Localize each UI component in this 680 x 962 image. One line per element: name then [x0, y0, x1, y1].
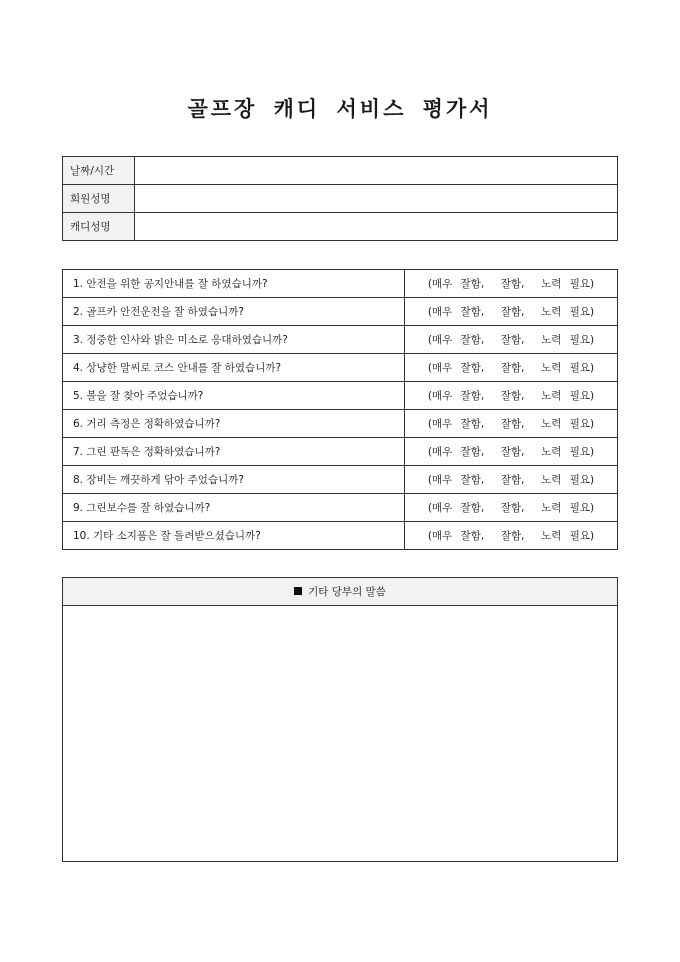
member-name-field[interactable] [135, 185, 618, 213]
datetime-field[interactable] [135, 157, 618, 185]
rating-options[interactable]: (매우 잘함, 잘함, 노력 필요) [405, 466, 618, 494]
question-row [63, 438, 618, 466]
caddie-name-field[interactable] [135, 213, 618, 241]
info-row-member-name [63, 185, 618, 213]
rating-options[interactable]: (매우 잘함, 잘함, 노력 필요) [405, 494, 618, 522]
rating-options[interactable]: (매우 잘함, 잘함, 노력 필요) [405, 382, 618, 410]
rating-options[interactable]: (매우 잘함, 잘함, 노력 필요) [405, 410, 618, 438]
question-row [63, 382, 618, 410]
question-row [63, 522, 618, 550]
question-text: 10. 기타 소지품은 잘 돌려받으셨습니까? [63, 522, 405, 550]
question-row [63, 410, 618, 438]
question-row [63, 270, 618, 298]
comments-header-label: 기타 당부의 말씀 [308, 586, 386, 598]
info-table [62, 156, 618, 241]
question-text: 3. 정중한 인사와 밝은 미소로 응대하였습니까? [63, 326, 405, 354]
question-row [63, 298, 618, 326]
comments-section [62, 577, 618, 862]
comments-header [63, 578, 618, 606]
question-row [63, 326, 618, 354]
rating-options[interactable]: (매우 잘함, 잘함, 노력 필요) [405, 270, 618, 298]
caddie-name-label: 캐디성명 [63, 213, 135, 241]
rating-options[interactable]: (매우 잘함, 잘함, 노력 필요) [405, 326, 618, 354]
rating-options[interactable]: (매우 잘함, 잘함, 노력 필요) [405, 438, 618, 466]
page-title: 골프장 캐디 서비스 평가서 [187, 97, 493, 121]
question-text: 2. 골프카 안전운전을 잘 하였습니까? [63, 298, 405, 326]
info-row-caddie-name [63, 213, 618, 241]
member-name-label: 회원성명 [63, 185, 135, 213]
question-text: 9. 그린보수를 잘 하였습니까? [63, 494, 405, 522]
rating-options[interactable]: (매우 잘함, 잘함, 노력 필요) [405, 522, 618, 550]
question-row [63, 494, 618, 522]
comments-textarea[interactable] [63, 606, 618, 862]
question-text: 6. 거리 측정은 정확하였습니까? [63, 410, 405, 438]
rating-options[interactable]: (매우 잘함, 잘함, 노력 필요) [405, 354, 618, 382]
question-row [63, 354, 618, 382]
black-square-icon [294, 587, 302, 595]
comments-header-row [63, 578, 618, 606]
evaluation-table [62, 269, 618, 550]
info-row-datetime [63, 157, 618, 185]
question-text: 4. 상냥한 말씨로 코스 안내를 잘 하였습니까? [63, 354, 405, 382]
question-text: 1. 안전을 위한 공지안내를 잘 하였습니까? [63, 270, 405, 298]
question-text: 7. 그린 판독은 정확하였습니까? [63, 438, 405, 466]
question-text: 5. 볼을 잘 찾아 주었습니까? [63, 382, 405, 410]
rating-options[interactable]: (매우 잘함, 잘함, 노력 필요) [405, 298, 618, 326]
datetime-label: 날짜/시간 [63, 157, 135, 185]
comments-body-row [63, 606, 618, 862]
question-row [63, 466, 618, 494]
question-text: 8. 장비는 깨끗하게 닦아 주었습니까? [63, 466, 405, 494]
